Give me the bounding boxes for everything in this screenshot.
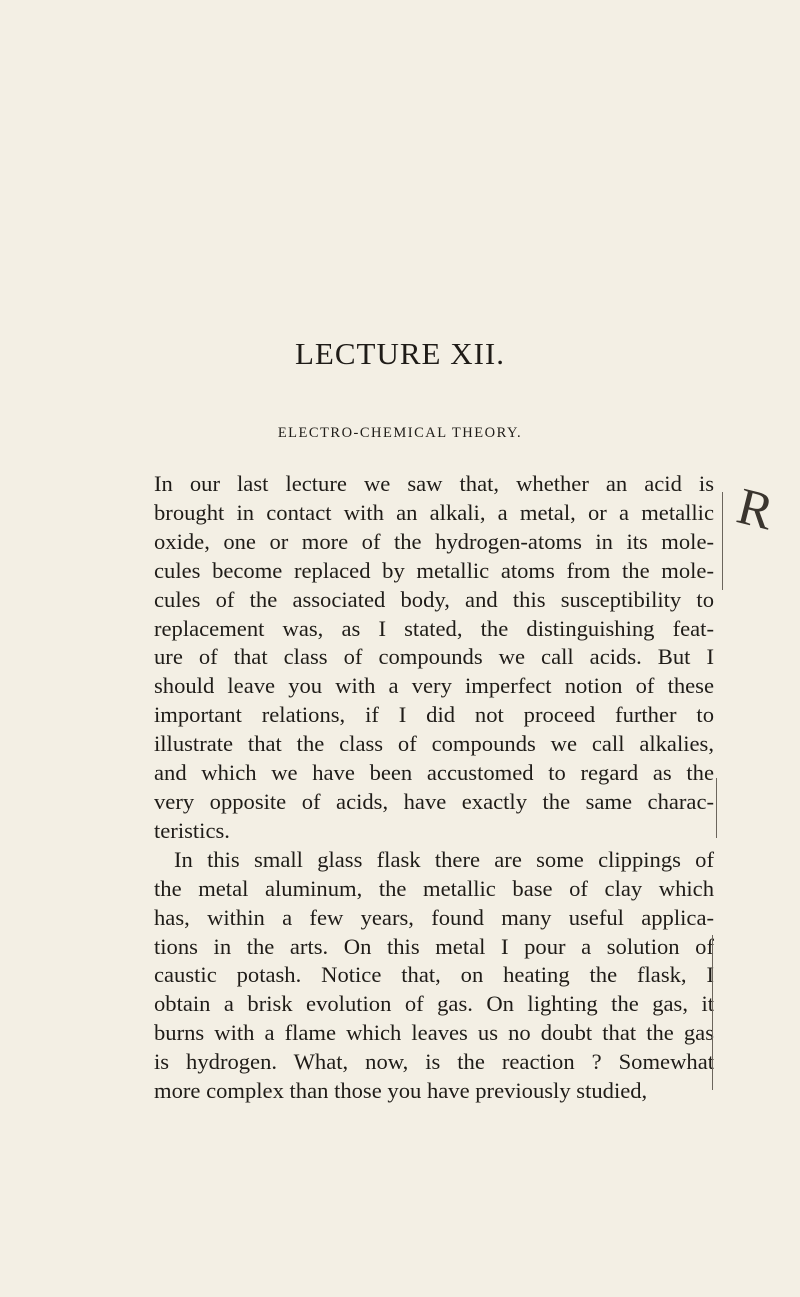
text-line: oxide, one or more of the hydrogen-atoms in its mole-: [154, 528, 714, 554]
text-line: important relations, if I did not proceed further to: [154, 702, 714, 728]
text-line: brought in contact with an alkali, a metal, or a metallic: [154, 499, 714, 525]
margin-annotation: R: [731, 477, 780, 542]
text-line: the metal aluminum, the metallic base of clay which: [154, 875, 714, 901]
text-line: tions in the arts. On this metal I pour a solution of: [154, 933, 714, 959]
margin-rule: [716, 778, 717, 838]
text-line: very opposite of acids, have exactly the same charac-: [154, 788, 714, 814]
margin-rule: [722, 492, 723, 590]
lecture-heading: LECTURE XII.: [294, 336, 506, 371]
text-line: is hydrogen. What, now, is the reaction ? Somewhat: [154, 1049, 714, 1075]
text-line: obtain a brisk evolution of gas. On lighting the gas, it: [154, 991, 714, 1017]
text-line: burns with a flame which leaves us no doubt that the gas: [154, 1020, 714, 1046]
text-line: should leave you with a very imperfect notion of these: [154, 673, 714, 699]
paragraph: [154, 846, 714, 1106]
text-line: teristics.: [154, 817, 230, 843]
margin-rule: [712, 935, 713, 1090]
text-line: more complex than those you have previously studied,: [154, 1078, 648, 1104]
paragraph: [154, 470, 714, 846]
text-line: cules become replaced by metallic atoms from the mole-: [154, 557, 714, 583]
text-line: In this small glass flask there are some clippings of: [174, 846, 714, 872]
text-line: ure of that class of compounds we call acids. But I: [154, 644, 714, 670]
lecture-subheading: ELECTRO-CHEMICAL THEORY.: [277, 425, 523, 441]
text-line: caustic potash. Notice that, on heating the flask, I: [154, 962, 714, 988]
lecture-body: [154, 470, 714, 1106]
text-line: and which we have been accustomed to regard as the: [154, 760, 714, 786]
text-line: illustrate that the class of compounds we call alkalies,: [154, 731, 714, 757]
text-line: replacement was, as I stated, the distinguishing feat-: [154, 615, 714, 641]
text-line: cules of the associated body, and this susceptibility to: [154, 586, 714, 612]
text-line: In our last lecture we saw that, whether an acid is: [154, 471, 714, 496]
text-line: has, within a few years, found many useful applica-: [154, 904, 714, 930]
